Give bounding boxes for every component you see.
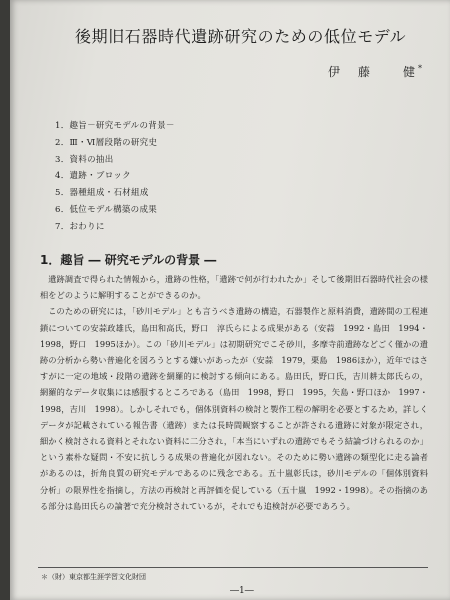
table-of-contents [55, 118, 175, 236]
toc-item: 5．器種組成・石材組成 [55, 188, 149, 199]
toc-item: 2．Ⅲ・Ⅵ層段階の研究史 [55, 137, 158, 148]
paragraph: このための研究には，「砂川モデル」とも言うべき遺跡の構造，石器製作と原料消費，遺跡間の工程連鎖についての安蒜政雄氏，島田和高氏，野口 淳氏らによる成果がある（安蒜 1992・島田 1994・1998，野口 1995ほか）。この「砂川モデル」は初期研究でこそ砂川，多摩寺前遺跡などごく僅かの遺跡の分析から勢い普遍化を図ろうとする嫌いがあったが（安蒜 1979，栗島 1986ほか），近年ではさすがに一定の地域・段階の遺跡を網羅的に検討する傾向にある。島田氏，野口氏，吉川耕太郎氏らの，網羅的なデータ収集には感服するところである（島田 1998，野口 1995，矢島・野口ほか 1997・1998，吉川 1998）。しかしそれでも，個体別資料の検討と製作工程の解明を必要とするため，詳しくデータが記載されている報告書（遺跡）または長時間観察することが許される遺跡に対象が限定され，細かく検討される資料とそれない資料に二分され，「本当にいずれの遺跡でもそう結論づけられるのか」という素朴な疑問・不安に抗しうる成果の普遍化が図れない。そのために勢い遺跡の類型化に走る論者があるのは，折角良質の研究モデルであるのに残念である。五十嵐彰氏は，砂川モデルの「個体別資料分析」の限界性を指摘し，方法の再検討と再評価を促している（五十嵐 1992・1998）。その指摘のある部分は島田氏らの論著で充分検討されているが，それでも追検討が必要であろう。 [40, 306, 428, 511]
toc-item: 6．低位モデル構築の成果 [55, 204, 158, 215]
author-footnote-mark: * [418, 64, 423, 73]
page-title: 後期旧石器時代遺跡研究のための低位モデル [75, 27, 407, 46]
author [328, 63, 422, 80]
footnote: ＊（財）東京都生涯学習文化財団 [41, 573, 146, 581]
page-number: ―1― [230, 586, 254, 596]
section-heading: 1．趣旨 ― 研究モデルの背景 ― [40, 253, 217, 267]
document-page [10, 0, 450, 600]
footnote-divider [38, 567, 428, 568]
author-name: 伊 藤 健 [328, 65, 419, 79]
toc-item: 1．趣旨－研究モデルの背景－ [55, 121, 175, 131]
toc-item: 4．遺跡・ブロック [55, 171, 131, 182]
body-text [40, 271, 428, 514]
paragraph: 遺跡調査で得られた情報から，遺跡の性格，「遺跡で何が行われたか」そして後期旧石器時代社会の様相をどのように解明することができるのか。 [40, 274, 428, 301]
toc-item: 7．おわりに [55, 221, 105, 232]
toc-item: 3．資料の抽出 [55, 154, 114, 165]
